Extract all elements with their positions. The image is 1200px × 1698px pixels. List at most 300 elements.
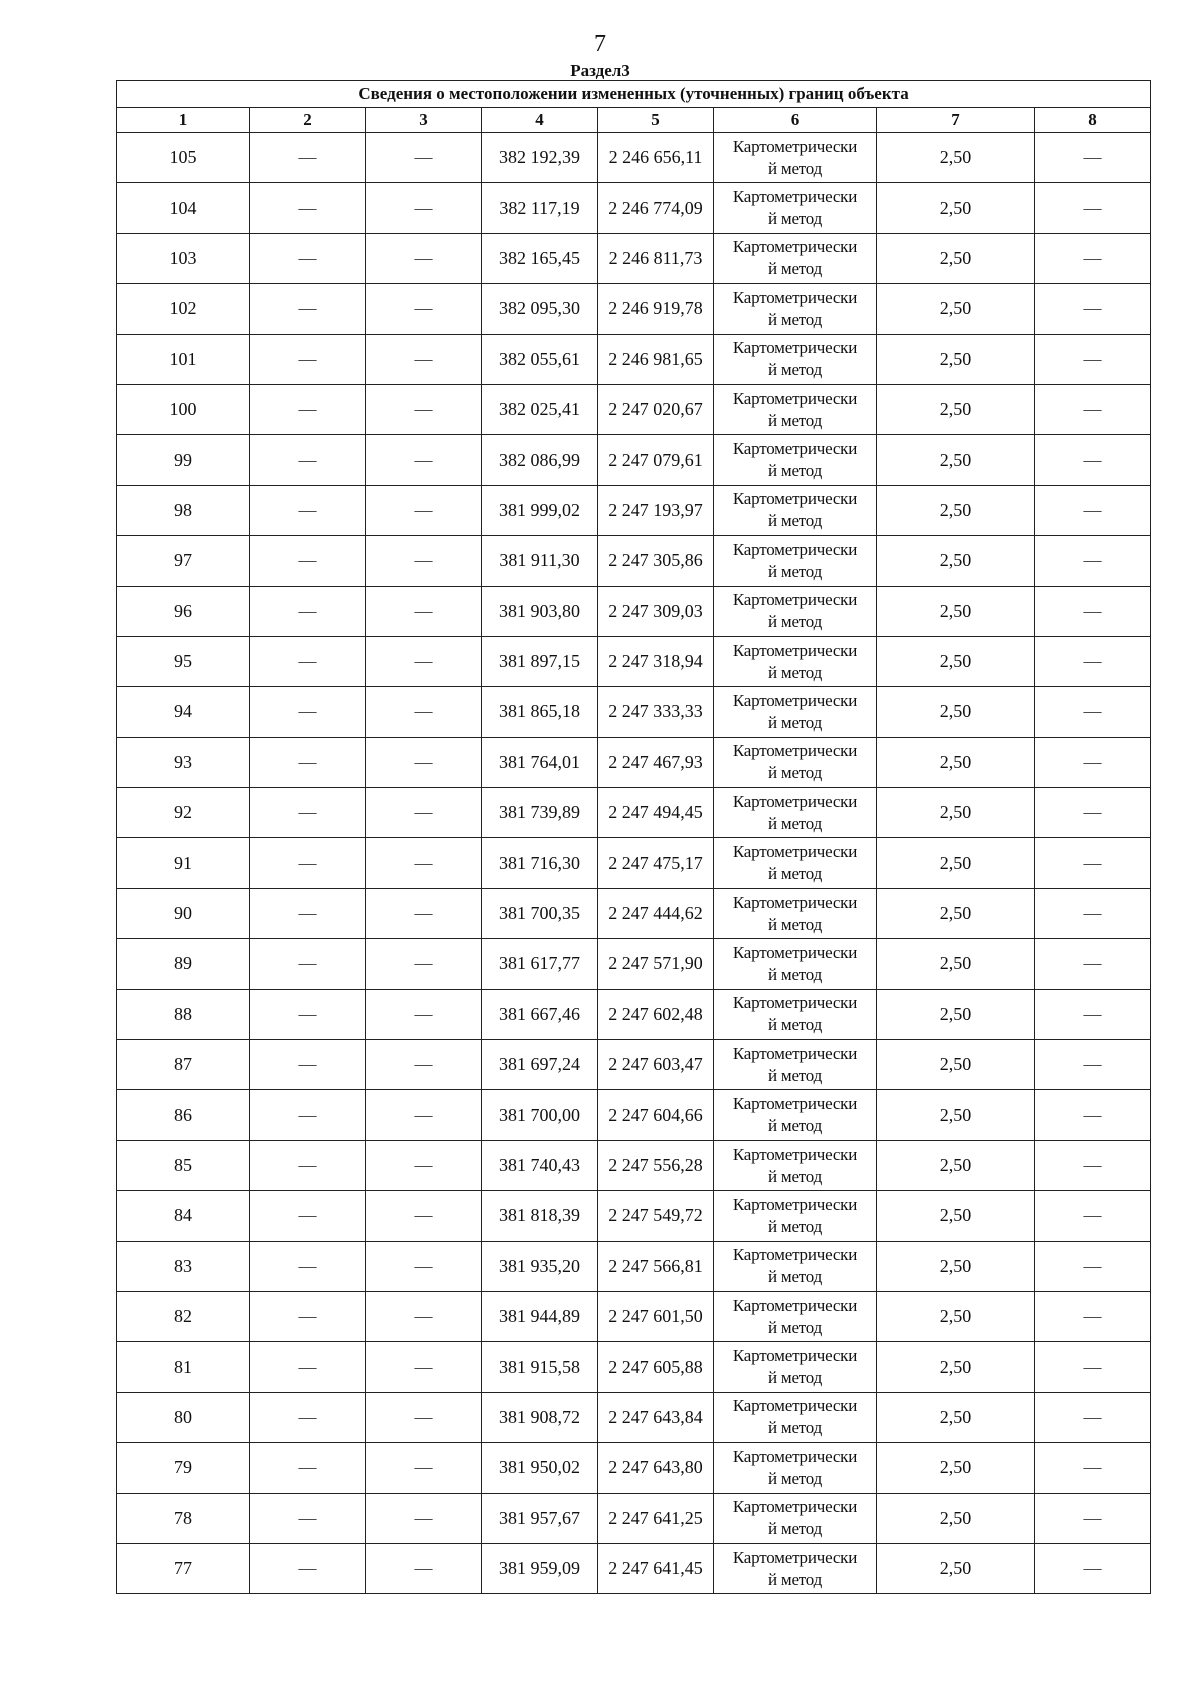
method-text-line-2: й метод bbox=[767, 561, 823, 581]
column-2-cell: — bbox=[250, 1191, 366, 1241]
column-8-cell: — bbox=[1035, 1493, 1151, 1543]
accuracy-cell: 2,50 bbox=[877, 888, 1035, 938]
method-text-line-1: Картометрически bbox=[732, 942, 858, 962]
point-number-cell: 87 bbox=[117, 1040, 250, 1090]
x-coordinate-cell: 382 025,41 bbox=[482, 384, 598, 434]
accuracy-cell: 2,50 bbox=[877, 183, 1035, 233]
method-text-line-2: й метод bbox=[767, 864, 823, 884]
column-3-cell: — bbox=[366, 536, 482, 586]
point-number-cell: 85 bbox=[117, 1140, 250, 1190]
point-number-cell: 97 bbox=[117, 536, 250, 586]
accuracy-cell: 2,50 bbox=[877, 586, 1035, 636]
method-text-line-1: Картометрически bbox=[732, 993, 858, 1013]
column-8-cell: — bbox=[1035, 838, 1151, 888]
column-8-cell: — bbox=[1035, 536, 1151, 586]
table-row bbox=[117, 183, 1151, 233]
column-8-cell: — bbox=[1035, 485, 1151, 535]
table-caption-row bbox=[117, 81, 1151, 108]
method-text-line-1: Картометрически bbox=[732, 690, 858, 710]
column-2-cell: — bbox=[250, 1291, 366, 1341]
column-3-cell: — bbox=[366, 586, 482, 636]
table-row bbox=[117, 1291, 1151, 1341]
column-2-cell: — bbox=[250, 1040, 366, 1090]
column-3-cell: — bbox=[366, 485, 482, 535]
method-cell bbox=[714, 1291, 877, 1341]
method-text-line-1: Картометрически bbox=[732, 741, 858, 761]
method-cell bbox=[714, 1040, 877, 1090]
y-coordinate-cell: 2 247 641,45 bbox=[598, 1543, 714, 1593]
column-2-cell: — bbox=[250, 536, 366, 586]
method-text-line-2: й метод bbox=[767, 209, 823, 229]
column-8-cell: — bbox=[1035, 939, 1151, 989]
y-coordinate-cell: 2 247 333,33 bbox=[598, 687, 714, 737]
x-coordinate-cell: 381 865,18 bbox=[482, 687, 598, 737]
column-8-cell: — bbox=[1035, 737, 1151, 787]
method-text-line-2: й метод bbox=[767, 259, 823, 279]
column-2-cell: — bbox=[250, 1241, 366, 1291]
point-number-cell: 94 bbox=[117, 687, 250, 737]
method-cell bbox=[714, 838, 877, 888]
y-coordinate-cell: 2 247 643,80 bbox=[598, 1443, 714, 1493]
method-text-line-1: Картометрически bbox=[732, 338, 858, 358]
point-number-cell: 96 bbox=[117, 586, 250, 636]
method-text-line-2: й метод bbox=[767, 1468, 823, 1488]
column-8-cell: — bbox=[1035, 1191, 1151, 1241]
column-number: 3 bbox=[366, 108, 482, 133]
accuracy-cell: 2,50 bbox=[877, 737, 1035, 787]
column-8-cell: — bbox=[1035, 788, 1151, 838]
column-number: 5 bbox=[598, 108, 714, 133]
table-row bbox=[117, 1342, 1151, 1392]
point-number-cell: 88 bbox=[117, 989, 250, 1039]
table-row bbox=[117, 888, 1151, 938]
accuracy-cell: 2,50 bbox=[877, 1493, 1035, 1543]
column-8-cell: — bbox=[1035, 1543, 1151, 1593]
column-8-cell: — bbox=[1035, 1342, 1151, 1392]
column-3-cell: — bbox=[366, 1543, 482, 1593]
method-text-line-2: й метод bbox=[767, 1216, 823, 1236]
column-2-cell: — bbox=[250, 1543, 366, 1593]
method-cell bbox=[714, 284, 877, 334]
method-cell bbox=[714, 586, 877, 636]
table-row bbox=[117, 1241, 1151, 1291]
accuracy-cell: 2,50 bbox=[877, 1392, 1035, 1442]
method-text-line-2: й метод bbox=[767, 410, 823, 430]
method-text-line-1: Картометрически bbox=[732, 1346, 858, 1366]
x-coordinate-cell: 381 950,02 bbox=[482, 1443, 598, 1493]
method-text-line-2: й метод bbox=[767, 1015, 823, 1035]
x-coordinate-cell: 381 739,89 bbox=[482, 788, 598, 838]
method-cell bbox=[714, 1342, 877, 1392]
column-8-cell: — bbox=[1035, 1291, 1151, 1341]
accuracy-cell: 2,50 bbox=[877, 1443, 1035, 1493]
accuracy-cell: 2,50 bbox=[877, 1191, 1035, 1241]
section-title: Раздел3 bbox=[570, 61, 630, 80]
method-text-line-1: Картометрически bbox=[732, 489, 858, 509]
y-coordinate-cell: 2 246 774,09 bbox=[598, 183, 714, 233]
column-2-cell: — bbox=[250, 1140, 366, 1190]
method-text-line-2: й метод bbox=[767, 1317, 823, 1337]
y-coordinate-cell: 2 247 556,28 bbox=[598, 1140, 714, 1190]
column-3-cell: — bbox=[366, 1090, 482, 1140]
accuracy-cell: 2,50 bbox=[877, 1291, 1035, 1341]
column-3-cell: — bbox=[366, 384, 482, 434]
accuracy-cell: 2,50 bbox=[877, 1040, 1035, 1090]
column-2-cell: — bbox=[250, 435, 366, 485]
column-number: 2 bbox=[250, 108, 366, 133]
x-coordinate-cell: 382 055,61 bbox=[482, 334, 598, 384]
column-8-cell: — bbox=[1035, 1040, 1151, 1090]
column-2-cell: — bbox=[250, 888, 366, 938]
x-coordinate-cell: 381 667,46 bbox=[482, 989, 598, 1039]
method-text-line-2: й метод bbox=[767, 309, 823, 329]
table-row bbox=[117, 334, 1151, 384]
method-text-line-2: й метод bbox=[767, 511, 823, 531]
table-row bbox=[117, 1191, 1151, 1241]
point-number-cell: 95 bbox=[117, 636, 250, 686]
column-2-cell: — bbox=[250, 284, 366, 334]
column-3-cell: — bbox=[366, 788, 482, 838]
column-8-cell: — bbox=[1035, 687, 1151, 737]
method-text-line-1: Картометрически bbox=[732, 1194, 858, 1214]
table-body bbox=[117, 133, 1151, 1594]
column-2-cell: — bbox=[250, 737, 366, 787]
accuracy-cell: 2,50 bbox=[877, 485, 1035, 535]
method-text-line-2: й метод bbox=[767, 158, 823, 178]
method-text-line-1: Картометрически bbox=[732, 1043, 858, 1063]
x-coordinate-cell: 382 095,30 bbox=[482, 284, 598, 334]
method-text-line-2: й метод bbox=[767, 612, 823, 632]
method-text-line-1: Картометрически bbox=[732, 136, 858, 156]
column-8-cell: — bbox=[1035, 334, 1151, 384]
accuracy-cell: 2,50 bbox=[877, 989, 1035, 1039]
method-cell bbox=[714, 1392, 877, 1442]
column-3-cell: — bbox=[366, 284, 482, 334]
y-coordinate-cell: 2 247 602,48 bbox=[598, 989, 714, 1039]
column-8-cell: — bbox=[1035, 1443, 1151, 1493]
table-row bbox=[117, 1443, 1151, 1493]
x-coordinate-cell: 381 957,67 bbox=[482, 1493, 598, 1543]
y-coordinate-cell: 2 247 079,61 bbox=[598, 435, 714, 485]
accuracy-cell: 2,50 bbox=[877, 384, 1035, 434]
point-number-cell: 100 bbox=[117, 384, 250, 434]
column-3-cell: — bbox=[366, 1040, 482, 1090]
y-coordinate-cell: 2 247 605,88 bbox=[598, 1342, 714, 1392]
method-text-line-1: Картометрически bbox=[732, 1094, 858, 1114]
column-number-row bbox=[117, 108, 1151, 133]
column-3-cell: — bbox=[366, 1493, 482, 1543]
column-3-cell: — bbox=[366, 737, 482, 787]
column-8-cell: — bbox=[1035, 1140, 1151, 1190]
method-text-line-2: й метод bbox=[767, 1368, 823, 1388]
method-cell bbox=[714, 334, 877, 384]
y-coordinate-cell: 2 246 981,65 bbox=[598, 334, 714, 384]
column-3-cell: — bbox=[366, 1191, 482, 1241]
method-text-line-1: Картометрически bbox=[732, 237, 858, 257]
point-number-cell: 78 bbox=[117, 1493, 250, 1543]
method-text-line-1: Картометрически bbox=[732, 439, 858, 459]
accuracy-cell: 2,50 bbox=[877, 1543, 1035, 1593]
method-text-line-1: Картометрически bbox=[732, 892, 858, 912]
method-cell bbox=[714, 989, 877, 1039]
method-text-line-1: Картометрически bbox=[732, 590, 858, 610]
table-row bbox=[117, 989, 1151, 1039]
column-8-cell: — bbox=[1035, 586, 1151, 636]
column-3-cell: — bbox=[366, 334, 482, 384]
method-text-line-1: Картометрически bbox=[732, 842, 858, 862]
y-coordinate-cell: 2 247 193,97 bbox=[598, 485, 714, 535]
method-text-line-1: Картометрически bbox=[732, 187, 858, 207]
accuracy-cell: 2,50 bbox=[877, 233, 1035, 283]
column-number: 6 bbox=[714, 108, 877, 133]
method-cell bbox=[714, 788, 877, 838]
method-text-line-1: Картометрически bbox=[732, 1497, 858, 1517]
method-cell bbox=[714, 888, 877, 938]
accuracy-cell: 2,50 bbox=[877, 435, 1035, 485]
method-cell bbox=[714, 939, 877, 989]
method-text-line-2: й метод bbox=[767, 461, 823, 481]
point-number-cell: 91 bbox=[117, 838, 250, 888]
x-coordinate-cell: 382 165,45 bbox=[482, 233, 598, 283]
point-number-cell: 104 bbox=[117, 183, 250, 233]
column-2-cell: — bbox=[250, 687, 366, 737]
y-coordinate-cell: 2 246 811,73 bbox=[598, 233, 714, 283]
column-8-cell: — bbox=[1035, 384, 1151, 434]
column-3-cell: — bbox=[366, 838, 482, 888]
column-3-cell: — bbox=[366, 1392, 482, 1442]
y-coordinate-cell: 2 247 643,84 bbox=[598, 1392, 714, 1442]
table-row bbox=[117, 384, 1151, 434]
point-number-cell: 77 bbox=[117, 1543, 250, 1593]
page-number: 7 bbox=[594, 31, 606, 57]
point-number-cell: 105 bbox=[117, 133, 250, 183]
method-cell bbox=[714, 1543, 877, 1593]
method-cell bbox=[714, 1493, 877, 1543]
point-number-cell: 84 bbox=[117, 1191, 250, 1241]
x-coordinate-cell: 381 999,02 bbox=[482, 485, 598, 535]
column-8-cell: — bbox=[1035, 989, 1151, 1039]
point-number-cell: 99 bbox=[117, 435, 250, 485]
table-row bbox=[117, 788, 1151, 838]
point-number-cell: 103 bbox=[117, 233, 250, 283]
accuracy-cell: 2,50 bbox=[877, 838, 1035, 888]
column-2-cell: — bbox=[250, 485, 366, 535]
column-2-cell: — bbox=[250, 939, 366, 989]
x-coordinate-cell: 381 911,30 bbox=[482, 536, 598, 586]
y-coordinate-cell: 2 247 444,62 bbox=[598, 888, 714, 938]
y-coordinate-cell: 2 247 601,50 bbox=[598, 1291, 714, 1341]
method-cell bbox=[714, 636, 877, 686]
table-row bbox=[117, 737, 1151, 787]
table-row bbox=[117, 435, 1151, 485]
column-number: 1 bbox=[117, 108, 250, 133]
accuracy-cell: 2,50 bbox=[877, 1241, 1035, 1291]
column-2-cell: — bbox=[250, 838, 366, 888]
method-text-line-2: й метод bbox=[767, 763, 823, 783]
method-text-line-1: Картометрически bbox=[732, 791, 858, 811]
method-text-line-2: й метод bbox=[767, 1519, 823, 1539]
point-number-cell: 79 bbox=[117, 1443, 250, 1493]
x-coordinate-cell: 381 959,09 bbox=[482, 1543, 598, 1593]
method-text-line-1: Картометрически bbox=[732, 1144, 858, 1164]
accuracy-cell: 2,50 bbox=[877, 284, 1035, 334]
column-2-cell: — bbox=[250, 586, 366, 636]
column-2-cell: — bbox=[250, 1443, 366, 1493]
column-3-cell: — bbox=[366, 888, 482, 938]
method-cell bbox=[714, 485, 877, 535]
column-3-cell: — bbox=[366, 233, 482, 283]
column-3-cell: — bbox=[366, 183, 482, 233]
accuracy-cell: 2,50 bbox=[877, 1140, 1035, 1190]
point-number-cell: 92 bbox=[117, 788, 250, 838]
method-cell bbox=[714, 233, 877, 283]
point-number-cell: 82 bbox=[117, 1291, 250, 1341]
y-coordinate-cell: 2 247 475,17 bbox=[598, 838, 714, 888]
method-cell bbox=[714, 384, 877, 434]
accuracy-cell: 2,50 bbox=[877, 636, 1035, 686]
method-text-line-2: й метод bbox=[767, 1116, 823, 1136]
method-text-line-2: й метод bbox=[767, 662, 823, 682]
x-coordinate-cell: 381 700,35 bbox=[482, 888, 598, 938]
method-text-line-1: Картометрически bbox=[732, 1396, 858, 1416]
column-2-cell: — bbox=[250, 1342, 366, 1392]
y-coordinate-cell: 2 247 305,86 bbox=[598, 536, 714, 586]
y-coordinate-cell: 2 247 566,81 bbox=[598, 1241, 714, 1291]
column-number: 8 bbox=[1035, 108, 1151, 133]
column-8-cell: — bbox=[1035, 888, 1151, 938]
x-coordinate-cell: 381 697,24 bbox=[482, 1040, 598, 1090]
column-2-cell: — bbox=[250, 384, 366, 434]
table-row bbox=[117, 636, 1151, 686]
method-cell bbox=[714, 1443, 877, 1493]
column-3-cell: — bbox=[366, 1291, 482, 1341]
x-coordinate-cell: 381 700,00 bbox=[482, 1090, 598, 1140]
column-8-cell: — bbox=[1035, 183, 1151, 233]
point-number-cell: 90 bbox=[117, 888, 250, 938]
column-8-cell: — bbox=[1035, 1090, 1151, 1140]
table-caption: Сведения о местоположении измененных (уточненных) границ объекта bbox=[117, 81, 1151, 108]
method-text-line-2: й метод bbox=[767, 1166, 823, 1186]
method-text-line-1: Картометрически bbox=[732, 1245, 858, 1265]
column-2-cell: — bbox=[250, 1090, 366, 1140]
x-coordinate-cell: 381 818,39 bbox=[482, 1191, 598, 1241]
point-number-cell: 81 bbox=[117, 1342, 250, 1392]
method-text-line-1: Картометрически bbox=[732, 1446, 858, 1466]
boundary-coordinates-table bbox=[116, 80, 1151, 1594]
table-row bbox=[117, 1090, 1151, 1140]
y-coordinate-cell: 2 247 494,45 bbox=[598, 788, 714, 838]
column-2-cell: — bbox=[250, 1392, 366, 1442]
x-coordinate-cell: 381 897,15 bbox=[482, 636, 598, 686]
table-row bbox=[117, 536, 1151, 586]
column-8-cell: — bbox=[1035, 1241, 1151, 1291]
method-text-line-2: й метод bbox=[767, 914, 823, 934]
table-row bbox=[117, 1493, 1151, 1543]
column-3-cell: — bbox=[366, 435, 482, 485]
column-8-cell: — bbox=[1035, 1392, 1151, 1442]
table-row bbox=[117, 1040, 1151, 1090]
column-8-cell: — bbox=[1035, 284, 1151, 334]
method-text-line-2: й метод bbox=[767, 964, 823, 984]
column-8-cell: — bbox=[1035, 636, 1151, 686]
accuracy-cell: 2,50 bbox=[877, 133, 1035, 183]
table-row bbox=[117, 1140, 1151, 1190]
table-row bbox=[117, 233, 1151, 283]
accuracy-cell: 2,50 bbox=[877, 939, 1035, 989]
point-number-cell: 98 bbox=[117, 485, 250, 535]
column-number: 7 bbox=[877, 108, 1035, 133]
x-coordinate-cell: 382 086,99 bbox=[482, 435, 598, 485]
method-cell bbox=[714, 183, 877, 233]
column-8-cell: — bbox=[1035, 133, 1151, 183]
method-cell bbox=[714, 435, 877, 485]
y-coordinate-cell: 2 247 020,67 bbox=[598, 384, 714, 434]
column-3-cell: — bbox=[366, 636, 482, 686]
x-coordinate-cell: 382 117,19 bbox=[482, 183, 598, 233]
column-3-cell: — bbox=[366, 133, 482, 183]
column-2-cell: — bbox=[250, 183, 366, 233]
point-number-cell: 93 bbox=[117, 737, 250, 787]
x-coordinate-cell: 381 944,89 bbox=[482, 1291, 598, 1341]
method-text-line-2: й метод bbox=[767, 1267, 823, 1287]
x-coordinate-cell: 381 935,20 bbox=[482, 1241, 598, 1291]
table-row bbox=[117, 133, 1151, 183]
y-coordinate-cell: 2 247 604,66 bbox=[598, 1090, 714, 1140]
point-number-cell: 86 bbox=[117, 1090, 250, 1140]
point-number-cell: 102 bbox=[117, 284, 250, 334]
table-row bbox=[117, 586, 1151, 636]
y-coordinate-cell: 2 246 656,11 bbox=[598, 133, 714, 183]
point-number-cell: 80 bbox=[117, 1392, 250, 1442]
method-cell bbox=[714, 536, 877, 586]
accuracy-cell: 2,50 bbox=[877, 687, 1035, 737]
table-row bbox=[117, 284, 1151, 334]
y-coordinate-cell: 2 247 309,03 bbox=[598, 586, 714, 636]
x-coordinate-cell: 381 764,01 bbox=[482, 737, 598, 787]
accuracy-cell: 2,50 bbox=[877, 788, 1035, 838]
column-8-cell: — bbox=[1035, 435, 1151, 485]
x-coordinate-cell: 381 740,43 bbox=[482, 1140, 598, 1190]
method-text-line-2: й метод bbox=[767, 813, 823, 833]
method-cell bbox=[714, 1191, 877, 1241]
method-text-line-1: Картометрически bbox=[732, 1295, 858, 1315]
column-2-cell: — bbox=[250, 1493, 366, 1543]
column-3-cell: — bbox=[366, 1140, 482, 1190]
column-number: 4 bbox=[482, 108, 598, 133]
x-coordinate-cell: 381 617,77 bbox=[482, 939, 598, 989]
y-coordinate-cell: 2 246 919,78 bbox=[598, 284, 714, 334]
column-3-cell: — bbox=[366, 1241, 482, 1291]
accuracy-cell: 2,50 bbox=[877, 334, 1035, 384]
y-coordinate-cell: 2 247 467,93 bbox=[598, 737, 714, 787]
column-8-cell: — bbox=[1035, 233, 1151, 283]
accuracy-cell: 2,50 bbox=[877, 1342, 1035, 1392]
y-coordinate-cell: 2 247 641,25 bbox=[598, 1493, 714, 1543]
method-text-line-1: Картометрически bbox=[732, 287, 858, 307]
y-coordinate-cell: 2 247 571,90 bbox=[598, 939, 714, 989]
method-text-line-2: й метод bbox=[767, 1065, 823, 1085]
point-number-cell: 83 bbox=[117, 1241, 250, 1291]
column-3-cell: — bbox=[366, 1342, 482, 1392]
x-coordinate-cell: 381 716,30 bbox=[482, 838, 598, 888]
column-2-cell: — bbox=[250, 989, 366, 1039]
table-row bbox=[117, 1543, 1151, 1593]
x-coordinate-cell: 381 908,72 bbox=[482, 1392, 598, 1442]
table-row bbox=[117, 1392, 1151, 1442]
method-cell bbox=[714, 687, 877, 737]
y-coordinate-cell: 2 247 603,47 bbox=[598, 1040, 714, 1090]
accuracy-cell: 2,50 bbox=[877, 1090, 1035, 1140]
